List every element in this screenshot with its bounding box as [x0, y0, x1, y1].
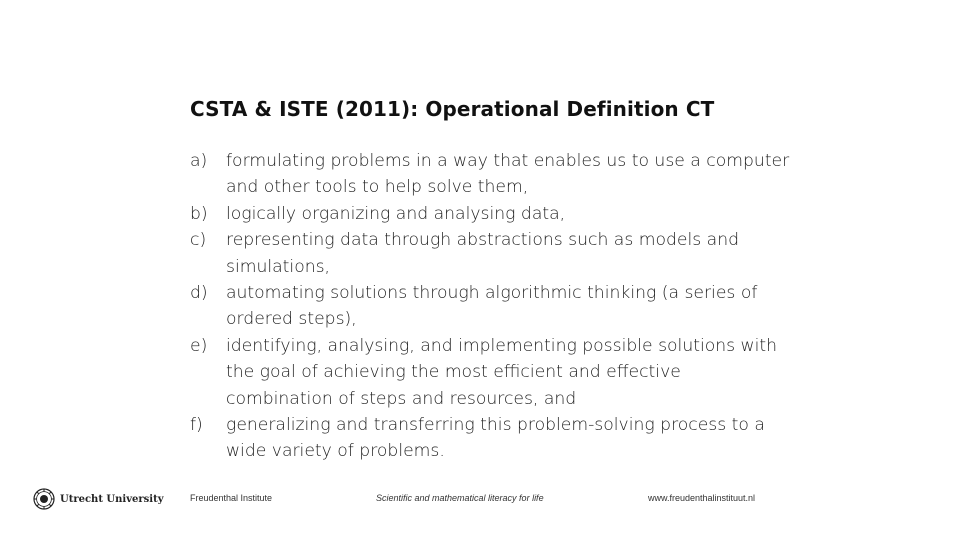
list-marker: f) [190, 415, 203, 436]
list-item [190, 280, 790, 333]
list-marker: d) [190, 283, 208, 304]
list-item [190, 148, 790, 201]
footer-url[interactable]: www.freudenthalinstituut.nl [648, 493, 756, 503]
university-logo [33, 488, 164, 510]
university-seal-icon [33, 488, 55, 510]
list-marker: c) [190, 230, 207, 251]
list-item-text: automating solutions through algorithmic thinking (a series of ordered steps), [226, 283, 758, 330]
university-name: Utrecht University [60, 493, 164, 505]
list-item [190, 201, 790, 227]
footer-tagline: Scientific and mathematical literacy for life [376, 493, 544, 503]
list-item-text: formulating problems in a way that enables us to use a computer and other tools to help solve them, [226, 151, 790, 198]
list-item-text: identifying, analysing, and implementing possible solutions with the goal of achieving the most efficient and effective combination of steps and resources, and [226, 335, 778, 409]
list-marker: e) [190, 335, 208, 356]
definition-list [190, 148, 790, 465]
list-item [190, 412, 790, 465]
slide-footer [0, 484, 960, 518]
list-item-text: representing data through abstractions such as models and simulations, [226, 230, 740, 277]
slide-title: CSTA & ISTE (2011): Operational Definition CT [190, 97, 715, 121]
list-marker: b) [190, 203, 208, 224]
list-item-text: generalizing and transferring this problem-solving process to a wide variety of problems. [226, 415, 765, 462]
list-item [190, 333, 790, 412]
list-item-text: logically organizing and analysing data, [226, 203, 566, 224]
institute-name: Freudenthal Institute [190, 493, 273, 503]
list-marker: a) [190, 151, 208, 171]
list-item [190, 227, 790, 280]
